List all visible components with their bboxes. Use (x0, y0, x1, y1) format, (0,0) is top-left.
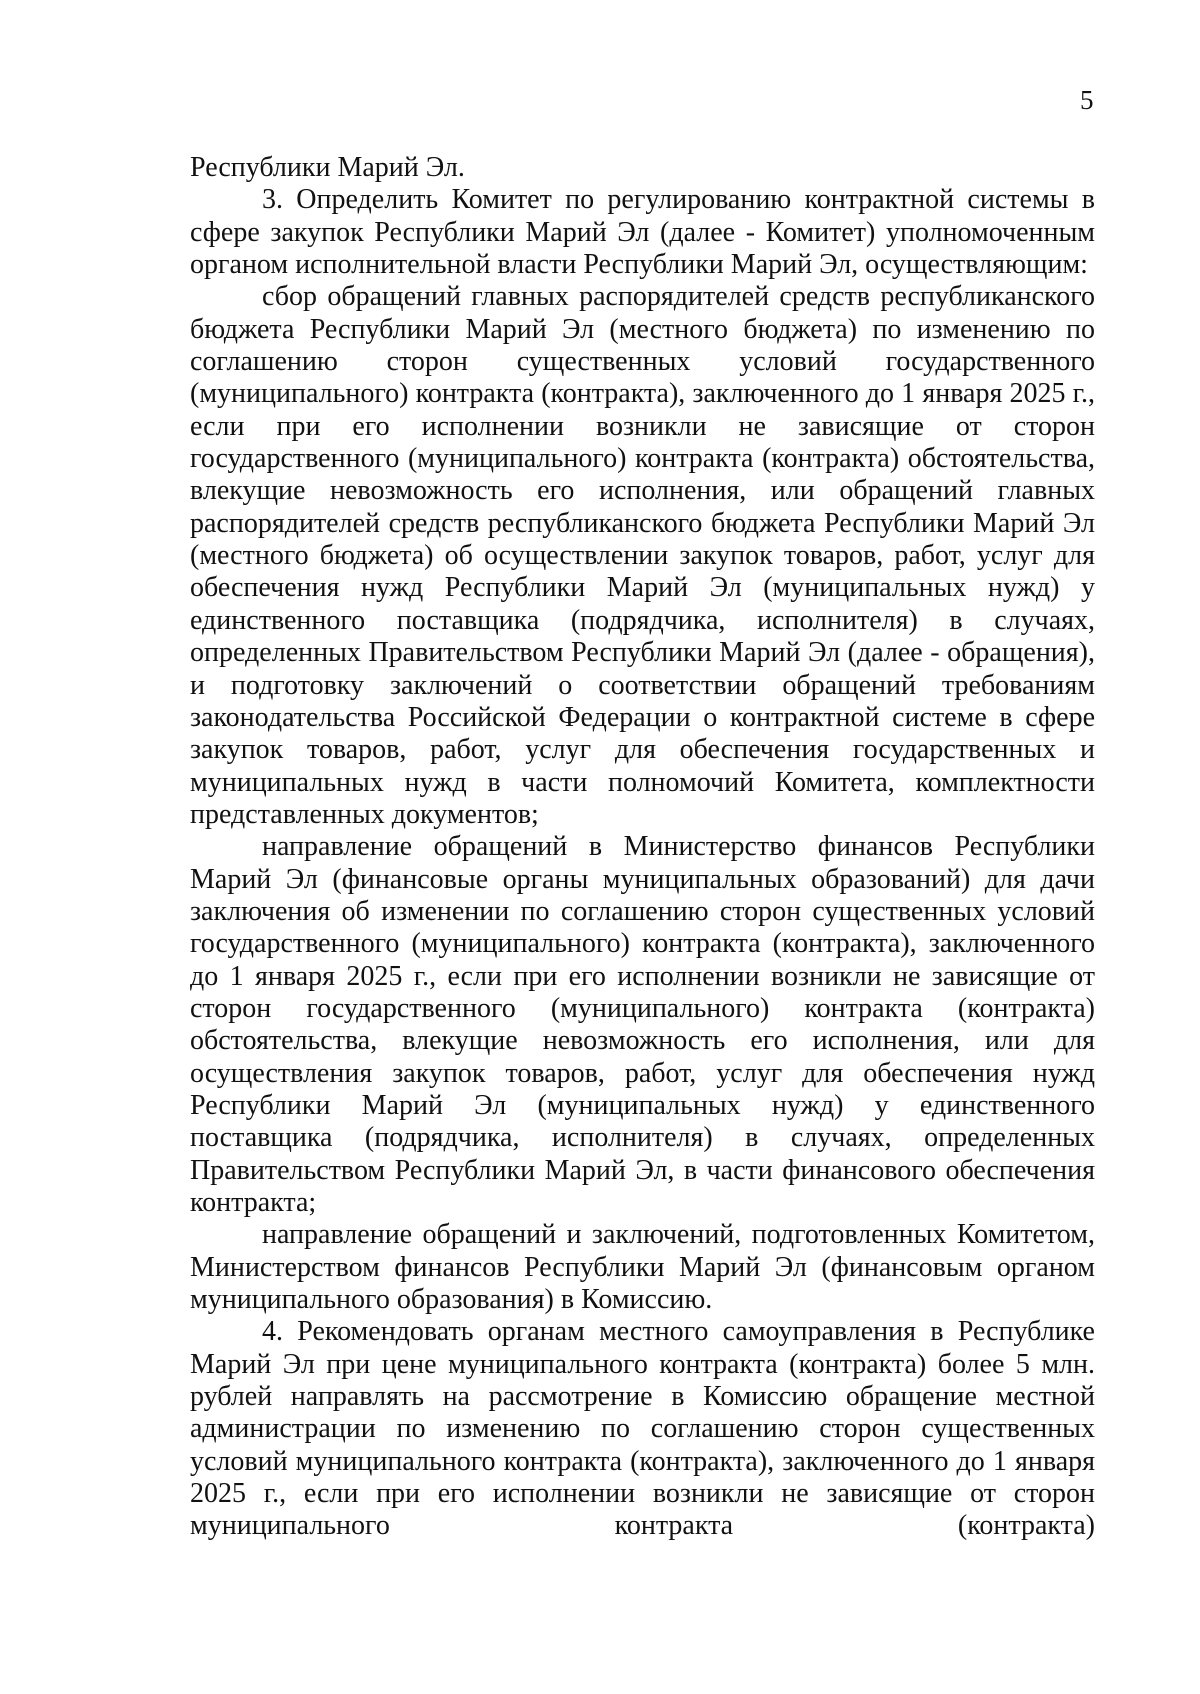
paragraph-forwarding-to-ministry: направление обращений в Министерство финансов Республики Марий Эл (финансовые органы муниципальных образований) для дачи заключения об изменении по соглашению сторон существенных условий государственного (муниципального) контракта (контракта), заключенного до 1 января 2025 г., если при его исполнении возникли не зависящие от сторон государственного (муниципального) контракта (контракта) обстоятельства, влекущие невозможность его исполнения, или для осуществления закупок товаров, работ, услуг для обеспечения нужд Республики Марий Эл (муниципальных нужд) у единственного поставщика (подрядчика, исполнителя) в случаях, определенных Правительством Республики Марий Эл, в части финансового обеспечения контракта; (190, 831, 1095, 1218)
document-body (190, 152, 1095, 1543)
paragraph-collection-of-requests: сбор обращений главных распорядителей средств республиканского бюджета Республики Марий Эл (местного бюджета) по изменению по соглашению сторон существенных условий государственного (муниципального) контракта (контракта), заключенного до 1 января 2025 г., если при его исполнении возникли не зависящие от сторон государственного (муниципального) контракта (контракта) обстоятельства, влекущие невозможность его исполнения, или обращений главных распорядителей средств республиканского бюджета Республики Марий Эл (местного бюджета) об осуществлении закупок товаров, работ, услуг для обеспечения нужд Республики Марий Эл (муниципальных нужд) у единственного поставщика (подрядчика, исполнителя) в случаях, определенных Правительством Республики Марий Эл (далее - обращения), и подготовку заключений о соответствии обращений требованиям законодательства Российской Федерации о контрактной системе в сфере закупок товаров, работ, услуг для обеспечения государственных и муниципальных нужд в части полномочий Комитета, комплектности представленных документов; (190, 281, 1095, 830)
page-number: 5 (1080, 85, 1094, 115)
paragraph-item-4: 4. Рекомендовать органам местного самоуправления в Республике Марий Эл при цене муниципального контракта (контракта) более 5 млн. рублей направлять на рассмотрение в Комиссию обращение местной администрации по изменению по соглашению сторон существенных условий муниципального контракта (контракта), заключенного до 1 января 2025 г., если при его исполнении возникли не зависящие от сторон муниципального контракта (контракта) (190, 1316, 1095, 1542)
paragraph-item-3: 3. Определить Комитет по регулированию контрактной системы в сфере закупок Республики Марий Эл (далее - Комитет) уполномоченным органом исполнительной власти Республики Марий Эл, осуществляющим: (190, 184, 1095, 281)
paragraph-forwarding-to-commission: направление обращений и заключений, подготовленных Комитетом, Министерством финансов Республики Марий Эл (финансовым органом муниципального образования) в Комиссию. (190, 1219, 1095, 1316)
paragraph-continuation: Республики Марий Эл. (190, 152, 465, 183)
